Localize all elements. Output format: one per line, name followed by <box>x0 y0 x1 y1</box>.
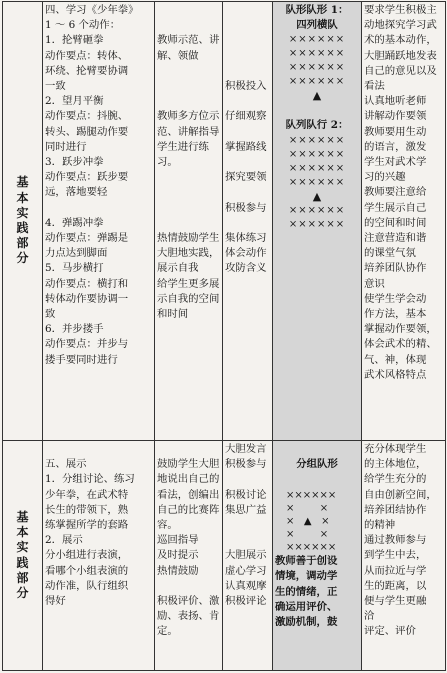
student-line <box>225 533 270 548</box>
part-label-char: 基 <box>16 175 29 190</box>
teacher-line <box>157 170 220 185</box>
teacher-line <box>157 216 220 231</box>
teacher-marker-icon: ▲ <box>312 189 322 203</box>
student-activity-cell <box>223 2 273 441</box>
formation-subtitle: 四列横队 <box>296 19 338 32</box>
requirement-line: 注意营造和谐 <box>364 232 427 245</box>
part-label-char: 分 <box>16 585 29 600</box>
student-line <box>225 125 270 140</box>
student-line <box>225 472 270 487</box>
part-label-char: 部 <box>16 570 29 585</box>
requirement-line: 评定、评价 <box>364 625 416 638</box>
student-line: 积极评论 <box>225 595 267 608</box>
formation-row: ×××××× <box>288 204 346 216</box>
content-line: 动作要点：弹踢是 <box>45 232 129 245</box>
content-line: 3．跃步冲拳 <box>45 156 104 169</box>
teacher-line: 教师示范、讲 <box>157 34 220 47</box>
requirement-line: 看法 <box>364 80 385 93</box>
requirement-line: 的课堂气氛 <box>364 247 416 260</box>
content-cell <box>43 441 155 671</box>
organization-cell <box>273 441 362 671</box>
content-line: 1．抡臂砸拳 <box>45 34 104 47</box>
requirement-line: 自由创新空间， <box>364 488 437 501</box>
section-part-label <box>3 441 43 671</box>
requirement-line: 的精神 <box>364 519 396 532</box>
student-line <box>225 518 270 533</box>
section-part-label <box>3 2 43 441</box>
teacher-line: 励、表扬、肯 <box>157 610 220 623</box>
teacher-line: 自己的比赛阵 <box>157 503 220 516</box>
student-line <box>225 33 270 48</box>
teacher-line <box>157 18 220 33</box>
teacher-line: 地说出自己的 <box>157 473 220 486</box>
organization-note-line: 情境，调动学 <box>275 570 338 583</box>
requirement-line: 培养团结协作 <box>364 503 427 516</box>
group-formation <box>286 489 348 554</box>
content-line: 一致 <box>45 80 66 93</box>
teacher-line: 学生进行练 <box>157 140 209 153</box>
requirement-line: 大胆踊跃地发表 <box>364 49 437 62</box>
formation-row: ×××××× <box>286 542 337 554</box>
student-line: 仔细观察 <box>225 110 267 123</box>
lesson-plan-table <box>2 1 446 671</box>
student-line: 集思广益 <box>225 503 267 516</box>
formation-row: ×××××× <box>288 34 346 46</box>
requirement-line: 通过教师参与 <box>364 534 427 547</box>
teacher-line: 巡回指导 <box>157 534 199 547</box>
student-line: 大胆展示 <box>225 549 267 562</box>
student-line <box>225 216 270 231</box>
requirements-cell <box>362 2 446 441</box>
requirements-cell <box>362 441 446 671</box>
student-line: 积极投入 <box>225 80 267 93</box>
part-label-char: 实 <box>16 205 29 220</box>
requirement-line: 讲解动作要领 <box>364 110 427 123</box>
student-activity-cell <box>223 441 273 671</box>
requirement-line: 教师要注意给 <box>364 186 427 199</box>
content-line: 力点达到脚面 <box>45 247 108 260</box>
formation-row: × × <box>286 503 329 515</box>
content-line: 转体动作要协调一 <box>45 292 129 305</box>
student-line: 攻防含义 <box>225 262 267 275</box>
content-line: 1．分组讨论、练习 <box>45 473 135 486</box>
content-line <box>45 201 152 216</box>
requirement-line: 学生对武术学 <box>364 156 427 169</box>
formation-row: ×××××× <box>286 490 337 502</box>
requirement-line: 洽 <box>364 610 375 623</box>
formation-row: ×××××× <box>288 176 346 188</box>
content-line: 得好 <box>45 595 66 608</box>
requirement-line: 的主体地位， <box>364 458 427 471</box>
requirement-line: 习的兴趣 <box>364 171 406 184</box>
section-row-2 <box>3 441 446 671</box>
content-line: 分小组进行表演， <box>45 549 129 562</box>
requirement-line: 动地探究学习武 <box>364 19 437 32</box>
content-line: 5．马步横打 <box>45 262 104 275</box>
requirement-line: 充分体现学生 <box>364 443 427 455</box>
student-line: 大胆发言 <box>225 443 267 455</box>
teacher-line: 热情鼓励学生 <box>157 232 220 245</box>
formation-row: ×××××× <box>288 218 346 230</box>
requirement-line: 术的基本动作， <box>364 34 437 47</box>
requirement-line: 便与学生更融 <box>364 595 427 608</box>
student-line: 掌握路线 <box>225 140 267 153</box>
content-line: 4．弹踢冲拳 <box>45 216 104 229</box>
formation-row: ×××××× <box>288 76 346 88</box>
teacher-line <box>157 3 220 18</box>
requirement-line: 意识 <box>364 277 385 290</box>
content-line: 动作要点：横打和 <box>45 277 129 290</box>
student-line <box>225 49 270 64</box>
section-row-1 <box>3 2 446 441</box>
teacher-line <box>157 185 220 200</box>
part-label-char: 本 <box>16 190 29 205</box>
part-label-char: 本 <box>16 525 29 540</box>
content-line <box>45 442 152 457</box>
part-label-char: 践 <box>16 221 29 235</box>
formation-row: ×××××× <box>288 162 346 174</box>
teacher-line <box>157 64 220 79</box>
teacher-line: 展示自我 <box>157 262 199 275</box>
content-line: 四、学习《少年拳》 <box>45 4 139 16</box>
part-label-char: 基 <box>16 509 29 524</box>
teacher-activity-cell <box>155 441 223 671</box>
teacher-line <box>157 579 220 594</box>
organization-cell <box>273 2 362 441</box>
formation-row: × × <box>286 529 329 541</box>
student-line: 积极讨论 <box>225 488 267 501</box>
requirement-line: 认真地听老师 <box>364 95 427 108</box>
part-label-char: 践 <box>16 555 29 570</box>
teacher-line <box>157 201 220 216</box>
teacher-line: 解、领做 <box>157 49 199 62</box>
student-line <box>225 155 270 170</box>
requirement-line: 的空间和时间 <box>364 216 427 229</box>
content-line: 少年拳，在武术特 <box>45 488 129 501</box>
formation-row: ×××××× <box>288 62 346 74</box>
student-line <box>225 3 270 18</box>
teacher-line: 大胆地实践， <box>157 247 220 260</box>
content-line: 练掌握所学的套路 <box>45 519 129 532</box>
requirement-line: 体会武术的精、 <box>364 338 437 351</box>
student-line <box>225 94 270 109</box>
content-line: 转头、踢腿动作要 <box>45 125 129 138</box>
student-line: 认真观摩 <box>225 579 267 592</box>
formation-row: ×××××× <box>288 134 346 146</box>
formation-row: ×××××× <box>288 148 346 160</box>
teacher-line: 习。 <box>157 156 178 169</box>
student-line: 集体练习 <box>225 232 267 245</box>
content-line: 看哪个小组表演的 <box>45 564 129 577</box>
teacher-line: 教师多方位示 <box>157 110 220 123</box>
content-line: 搂手要同时进行 <box>45 353 118 366</box>
organization-note-line: 确运用评价、 <box>275 600 338 613</box>
teacher-line: 给学生更多展 <box>157 277 220 290</box>
content-line: 1 ～ 6 个动作： <box>45 19 121 32</box>
requirement-line: 生的距离，以 <box>364 579 427 592</box>
requirement-line: 到学生中去， <box>364 549 427 562</box>
content-line: 动作要点：跃步要 <box>45 171 129 184</box>
teacher-line: 热情鼓励 <box>157 564 199 577</box>
teacher-line <box>157 442 220 457</box>
organization-note-line: 生的情绪，正 <box>275 585 338 598</box>
requirement-line: 气、神，体现 <box>364 353 427 366</box>
teacher-line: 看法，创编出 <box>157 488 220 501</box>
teacher-line: 定。 <box>157 625 178 638</box>
content-line: 2．展示 <box>45 534 83 547</box>
teacher-line: 和时间 <box>157 308 189 321</box>
requirement-line: 培养团队协作 <box>364 262 427 275</box>
teacher-line: 示自我的空间 <box>157 292 220 305</box>
requirement-line: 学生展示自己 <box>364 201 427 214</box>
organization-notes <box>275 554 359 630</box>
student-line: 积极参与 <box>225 201 267 214</box>
requirement-line: 武术风格特点 <box>364 368 427 381</box>
teacher-line: 范、讲解指导 <box>157 125 220 138</box>
requirement-line: 使学生学会动 <box>364 292 427 305</box>
content-line: 远，落地要轻 <box>45 186 108 199</box>
teacher-line: 及时提示 <box>157 549 199 562</box>
content-line: 同时进行 <box>45 140 87 153</box>
requirement-line: 自己的意见以及 <box>364 64 437 77</box>
teacher-marker-icon: ▲ <box>312 89 322 103</box>
requirement-line: 的语言，激发 <box>364 140 427 153</box>
student-line: 积极参与 <box>225 458 267 471</box>
content-line: 动作准，队行组织 <box>45 579 129 592</box>
teacher-line: 鼓励学生大胆 <box>157 458 220 471</box>
content-line: 动作要点：抖腕、 <box>45 110 129 123</box>
content-cell <box>43 2 155 441</box>
content-line: 环绕、抡臂要协调 <box>45 64 129 77</box>
student-line <box>225 185 270 200</box>
requirement-line: 掌握动作要领， <box>364 323 437 336</box>
student-line: 体会动作 <box>225 247 267 260</box>
formation-row: × ▲ × <box>286 516 330 528</box>
requirement-line: 教师要用生动 <box>364 125 427 138</box>
teacher-line: 容。 <box>157 519 178 532</box>
part-label-char: 分 <box>16 251 29 266</box>
content-line: 五、展示 <box>45 458 87 471</box>
student-line: 探究要领 <box>225 171 267 184</box>
content-line: 6．并步搂手 <box>45 323 104 336</box>
student-line: 虚心学习 <box>225 564 267 577</box>
organization-note-line: 激励机制，鼓 <box>275 616 338 629</box>
teacher-line <box>157 79 220 94</box>
requirement-line: 要求学生积极主 <box>364 4 437 16</box>
content-line: 致 <box>45 308 56 321</box>
content-line: 2．望月平衡 <box>45 95 104 108</box>
teacher-activity-cell <box>155 2 223 441</box>
student-line <box>225 64 270 79</box>
content-line: 动作要点：并步与 <box>45 338 129 351</box>
requirement-line: 作方法，基本 <box>364 308 427 321</box>
student-line <box>225 18 270 33</box>
formation-title: 分组队形 <box>296 458 338 470</box>
content-line: 长生的带领下，熟 <box>45 503 129 516</box>
formation-title: 队形队形 1： <box>285 4 349 16</box>
part-label-char: 实 <box>16 540 29 555</box>
formation-row: ×××××× <box>288 48 346 60</box>
requirement-line: 从而拉近与学 <box>364 564 427 577</box>
teacher-line <box>157 94 220 109</box>
teacher-line: 积极评价、激 <box>157 595 220 608</box>
formation-title: 队列队行 2： <box>285 119 349 132</box>
content-line: 动作要点：转体、 <box>45 49 129 62</box>
organization-note-line: 教师善于创设 <box>275 555 338 568</box>
requirement-line: 给学生充分的 <box>364 473 427 486</box>
part-label-char: 部 <box>16 236 29 251</box>
